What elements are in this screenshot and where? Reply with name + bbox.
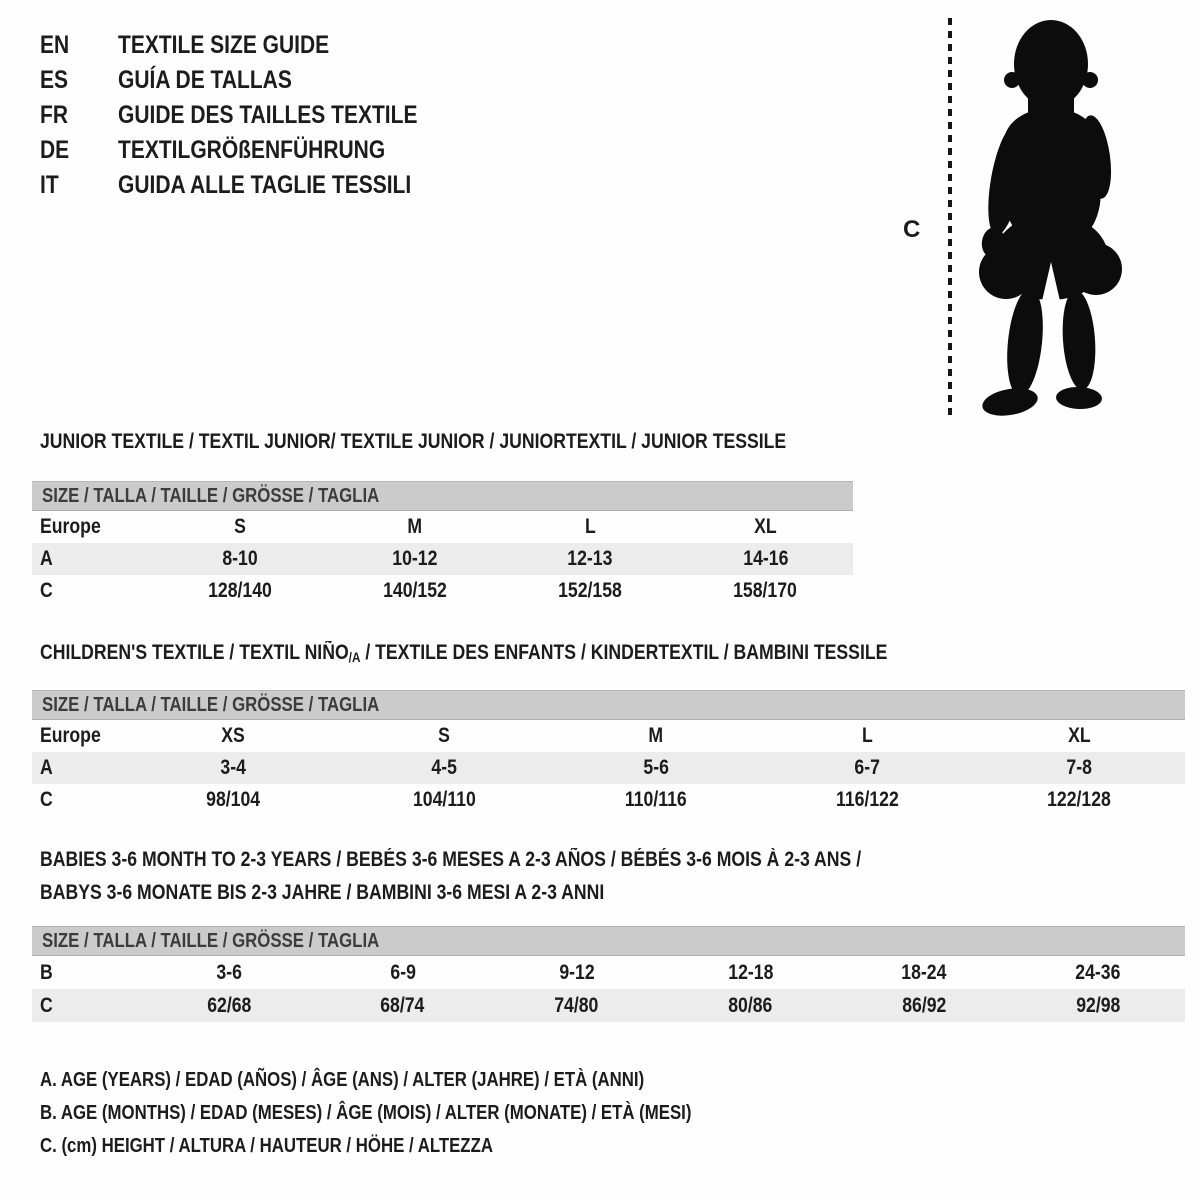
nino-a-subscript: /A [348,649,361,665]
lang-row-it [40,168,475,203]
value-cell: 6-9 [389,960,416,984]
value-cell: 3-4 [220,756,246,779]
height-measure-label: C [903,216,921,243]
size-header-bar: SIZE / TALLA / TAILLE / GRÖSSE / TAGLIA [32,481,853,511]
column-header-cell: S [438,724,451,747]
guide-title-de: TEXTILGRÖßENFÜHRUNG [118,136,386,164]
language-title-block [40,28,475,203]
lang-code: FR [40,101,68,129]
column-header-cell: M [648,724,664,747]
lang-code: EN [40,31,70,59]
guide-title-it: GUIDA ALLE TAGLIE TESSILI [118,171,412,199]
lang-code: ES [40,66,69,94]
column-header-cell: XL [1067,724,1091,747]
lang-row-en [40,28,475,63]
column-header-cell: S [233,515,246,538]
value-cell: 110/116 [625,788,687,811]
value-cell: 116/122 [836,788,899,811]
height-dashed-line [948,18,952,418]
row-label: C [40,993,53,1017]
table-row-age [32,752,1185,784]
size-header-bar: SIZE / TALLA / TAILLE / GRÖSSE / TAGLIA [32,926,1185,956]
lang-row-de [40,133,475,168]
value-cell: 12-13 [567,547,613,570]
note-height-cm: C. (cm) HEIGHT / ALTURA / HAUTEUR / HÖHE / ALTEZZA [40,1135,493,1157]
lang-code: DE [40,136,70,164]
lang-row-es [40,63,475,98]
column-header-cell: XS [221,724,245,747]
value-cell: 12-18 [727,960,773,984]
value-cell: 24-36 [1075,960,1121,984]
value-cell: 104/110 [412,788,476,811]
lang-row-fr [40,98,475,133]
row-label: B [40,960,53,984]
column-header-row [32,511,853,543]
value-cell: 6-7 [854,756,881,779]
table-row-height [32,784,1185,816]
value-cell: 7-8 [1066,756,1092,779]
table-row-height [32,575,853,607]
toddler-silhouette-image [962,12,1140,420]
value-cell: 74/80 [554,993,599,1017]
table-row-age [32,543,853,575]
row-label: C [40,579,53,602]
guide-title-es: GUÍA DE TALLAS [118,66,292,94]
column-header-cell: L [584,515,596,538]
value-cell: 10-12 [392,547,438,570]
table-row-height [32,989,1185,1022]
section-title-babies: BABIES 3-6 MONTH TO 2-3 YEARS / BEBÉS 3-6 MESES A 2-3 AÑOS / BÉBÉS 3-6 MOIS À 2-3 ANS / BABYS 3-6 MONATE BIS 2-3 JAHRE / BAMBINI 3-6 MESI A 2-3 ANNI [40,848,862,904]
value-cell: 14-16 [742,547,788,570]
value-cell: 9-12 [558,960,595,984]
column-header-cell: L [862,724,873,747]
value-cell: 128/140 [207,579,272,602]
value-cell: 98/104 [205,788,260,811]
value-cell: 3-6 [216,960,242,984]
column-header-cell: Europe [40,515,101,538]
value-cell: 92/98 [1075,993,1121,1017]
value-cell: 18-24 [901,960,947,984]
size-header-bar: SIZE / TALLA / TAILLE / GRÖSSE / TAGLIA [32,690,1185,720]
note-age-years: A. AGE (YEARS) / EDAD (AÑOS) / ÂGE (ANS) / ALTER (JAHRE) / ETÀ (ANNI) [40,1069,645,1091]
guide-title-en: TEXTILE SIZE GUIDE [118,31,330,59]
value-cell: 68/74 [380,993,425,1017]
column-header-cell: M [407,515,423,538]
section-title-junior: JUNIOR TEXTILE / TEXTIL JUNIOR/ TEXTILE JUNIOR / JUNIORTEXTIL / JUNIOR TESSILE [40,430,787,453]
note-age-months: B. AGE (MONTHS) / EDAD (MESES) / ÂGE (MOIS) / ALTER (MONATE) / ETÀ (MESI) [40,1102,692,1124]
row-label: A [40,756,53,779]
column-header-row [32,720,1185,752]
value-cell: 122/128 [1047,788,1112,811]
table-babies [32,926,1185,1022]
column-header-cell: XL [754,515,777,538]
column-header-cell: Europe [40,724,101,747]
value-cell: 152/158 [558,579,623,602]
table-children [32,690,1185,816]
value-cell: 62/68 [206,993,251,1017]
table-junior [32,481,853,607]
row-label: C [40,788,53,811]
value-cell: 5-6 [643,756,669,779]
value-cell: 158/170 [733,579,798,602]
row-label: A [40,547,53,570]
value-cell: 80/86 [728,993,773,1017]
table-row-months [32,956,1185,989]
guide-title-fr: GUIDE DES TAILLES TEXTILE [118,101,418,129]
value-cell: 86/92 [902,993,947,1017]
legend-notes [40,1064,816,1163]
section-title-children: CHILDREN'S TEXTILE / TEXTIL NIÑO/A / TEXTILE DES ENFANTS / KINDERTEXTIL / BAMBINI TESSILE [40,641,888,665]
lang-code: IT [40,171,59,199]
value-cell: 8-10 [221,547,258,570]
value-cell: 140/152 [382,579,447,602]
value-cell: 4-5 [431,756,458,779]
